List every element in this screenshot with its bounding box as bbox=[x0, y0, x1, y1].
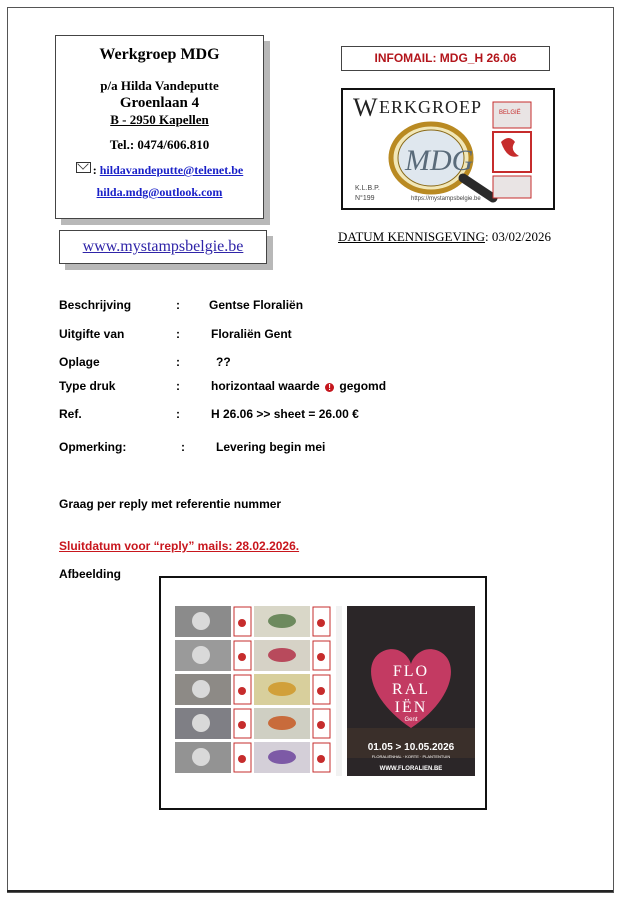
post-horn-icon bbox=[238, 721, 246, 729]
field-value-beschrijving: Gentse Floraliën bbox=[209, 298, 304, 312]
telephone: Tel.: 0474/606.810 bbox=[109, 137, 210, 152]
sheet-graphic bbox=[161, 578, 485, 808]
infomail-reference: INFOMAIL: MDG_H 26.06 bbox=[341, 46, 550, 71]
field-label-oplage: Oplage bbox=[59, 355, 100, 369]
afbeelding-heading: Afbeelding bbox=[59, 567, 121, 581]
street-address: Groenlaan 4 bbox=[119, 95, 200, 111]
type-druk-part-b: gegomd bbox=[339, 379, 387, 393]
envelope-icon bbox=[76, 162, 91, 173]
sheet-margin-strip bbox=[336, 606, 342, 776]
logo-klbp: K.L.B.P. bbox=[355, 185, 380, 192]
logo-mdg: MDG bbox=[405, 144, 474, 177]
post-horn-icon bbox=[317, 653, 325, 661]
field-colon: : bbox=[176, 327, 180, 341]
post-horn-icon bbox=[238, 687, 246, 695]
magnifier-handle-icon bbox=[463, 178, 493, 198]
post-horn-icon bbox=[317, 755, 325, 763]
flower-sketch bbox=[192, 612, 210, 630]
contact-person: p/a Hilda Vandeputte bbox=[100, 78, 219, 93]
org-name: Werkgroep MDG bbox=[99, 46, 220, 63]
logo-number: N°199 bbox=[355, 195, 375, 202]
field-value-oplage: ?? bbox=[216, 355, 231, 369]
post-horn-icon bbox=[317, 721, 325, 729]
werkgroep-logo bbox=[341, 88, 555, 210]
flower-color bbox=[268, 614, 296, 628]
logo-graphic bbox=[343, 90, 553, 208]
poster-line-1: FLO bbox=[392, 663, 430, 680]
flower-color bbox=[268, 648, 296, 662]
post-horn-icon bbox=[317, 687, 325, 695]
flower-color bbox=[268, 750, 296, 764]
field-value-type-druk bbox=[211, 379, 386, 393]
sheet-image bbox=[159, 576, 487, 810]
logo-word: ERKGROEP bbox=[379, 97, 483, 117]
contact-box bbox=[55, 35, 264, 219]
postal-address: B - 2950 Kapellen bbox=[110, 112, 209, 127]
field-label-type-druk: Type druk bbox=[59, 379, 116, 393]
notification-date bbox=[338, 229, 551, 245]
post-horn-icon bbox=[317, 619, 325, 627]
reply-deadline: Sluitdatum voor “reply” mails: 28.02.2026. bbox=[59, 539, 300, 553]
field-value-ref: H 26.06 >> sheet = 26.00 € bbox=[211, 407, 359, 421]
flower-sketch bbox=[192, 748, 210, 766]
stamp-grid bbox=[175, 606, 342, 776]
post-horn-icon bbox=[238, 755, 246, 763]
notification-date-value: : 03/02/2026 bbox=[484, 229, 552, 244]
email-link-1[interactable]: hildavandeputte@telenet.be bbox=[99, 163, 244, 177]
flower-color bbox=[268, 682, 296, 696]
flower-sketch bbox=[192, 646, 210, 664]
flower-color bbox=[268, 716, 296, 730]
field-value-uitgifte: Floraliën Gent bbox=[211, 327, 292, 341]
flower-sketch bbox=[192, 680, 210, 698]
email-link-2[interactable]: hilda.mdg@outlook.com bbox=[96, 185, 223, 199]
reply-instruction: Graag per reply met referentie nummer bbox=[59, 497, 282, 511]
warning-icon: ! bbox=[325, 383, 334, 392]
field-colon: : bbox=[176, 379, 180, 393]
field-label-ref: Ref. bbox=[59, 407, 82, 421]
post-horn-icon bbox=[238, 653, 246, 661]
stamp-text: BELGIË bbox=[499, 110, 521, 116]
field-value-opmerking: Levering begin mei bbox=[216, 440, 326, 454]
email-line-2 bbox=[56, 185, 263, 200]
post-horn-icon bbox=[238, 619, 246, 627]
poster-line-3: IËN bbox=[394, 699, 428, 716]
field-label-beschrijving: Beschrijving bbox=[59, 298, 132, 312]
poster-dates: 01.05 > 10.05.2026 bbox=[367, 742, 455, 753]
field-label-uitgifte: Uitgifte van bbox=[59, 327, 125, 341]
website-link[interactable]: www.mystampsbelgie.be bbox=[82, 238, 244, 255]
logo-url: https://mystampsbelgie.be bbox=[411, 196, 481, 202]
poster-subtitle: FLORALIËNHAL · KORTE · PLANTENTUIN bbox=[371, 754, 451, 759]
email-prefix: : bbox=[92, 163, 97, 177]
type-druk-part-a: horizontaal waarde bbox=[211, 379, 320, 393]
poster-url: WWW.FLORALIEN.BE bbox=[379, 766, 443, 772]
field-label-opmerking: Opmerking: bbox=[59, 440, 127, 454]
field-colon: : bbox=[176, 407, 180, 421]
email-line-1 bbox=[56, 162, 263, 178]
poster-line-2: RAL bbox=[392, 681, 430, 698]
field-colon: : bbox=[176, 298, 180, 312]
website-box bbox=[59, 230, 267, 264]
page-bottom-rule bbox=[7, 890, 613, 892]
flower-sketch bbox=[192, 714, 210, 732]
poster-city: Gent bbox=[404, 717, 418, 723]
field-colon: : bbox=[181, 440, 185, 454]
stamp-3 bbox=[493, 176, 531, 198]
field-colon: : bbox=[176, 355, 180, 369]
notification-date-label: DATUM KENNISGEVING bbox=[338, 229, 485, 244]
logo-letter: W bbox=[353, 93, 378, 122]
